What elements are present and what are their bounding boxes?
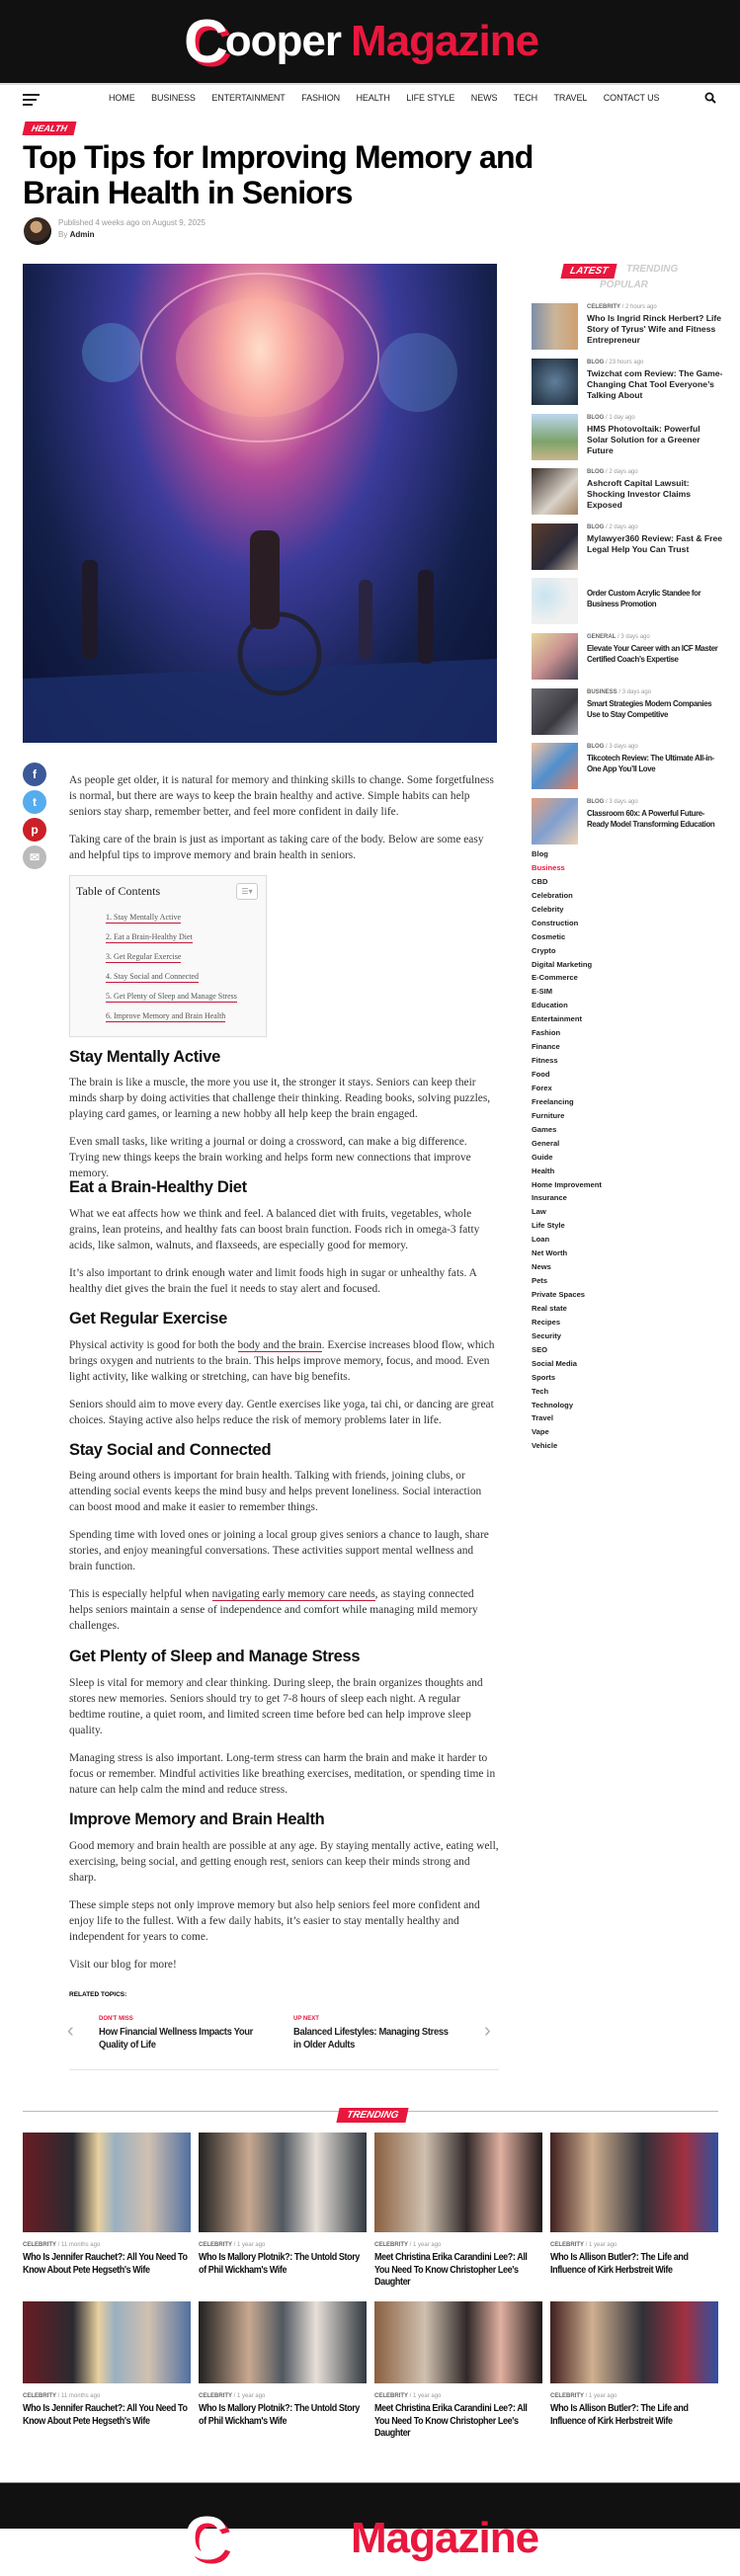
sidebar-post[interactable]	[532, 578, 721, 627]
toc-link[interactable]: 5. Get Plenty of Sleep and Manage Stress	[106, 992, 237, 1001]
sidebar-post[interactable]	[532, 359, 721, 408]
toc-link[interactable]: 2. Eat a Brain-Healthy Diet	[106, 932, 193, 941]
trending-title[interactable]: Who Is Allison Butler?: The Life and Influence of Kirk Herbstreit Wife	[550, 2403, 689, 2427]
trending-title[interactable]: Meet Christina Erika Carandini Lee?: All You Need To Know Christopher Lee's Daughter	[374, 2252, 528, 2288]
facebook-share-icon[interactable]: f	[23, 763, 46, 786]
category-link[interactable]: Law	[532, 1207, 546, 1217]
related-topics-label: RELATED TOPICS:	[69, 1991, 127, 1998]
post-thumbnail[interactable]	[532, 303, 578, 350]
trending-card[interactable]	[374, 2301, 542, 2441]
post-meta: BLOG / 3 days ago	[587, 799, 638, 805]
pinterest-share-icon[interactable]: p	[23, 818, 46, 842]
paragraph: It’s also important to drink enough water and limit foods high in sugar or unhealthy fats. A healthy diet gives the brain the fuel it needs to stay alert and focused.	[69, 1267, 477, 1295]
tab-latest[interactable]: LATEST	[560, 264, 617, 279]
trending-card[interactable]	[23, 2133, 191, 2277]
category-link[interactable]: E-Commerce	[532, 973, 578, 983]
prev-post[interactable]: DON'T MISS How Financial Wellness Impacts Your Quality of Life	[99, 2016, 253, 2051]
post-thumbnail[interactable]	[532, 633, 578, 680]
post-title[interactable]: Order Custom Acrylic Standee for Business Promotion	[587, 588, 701, 609]
post-title[interactable]: Smart Strategies Modern Companies Use to Stay Competitive	[587, 698, 712, 720]
sidebar-post[interactable]	[532, 743, 721, 792]
divider	[69, 2069, 499, 2070]
trending-thumbnail[interactable]	[23, 2301, 191, 2383]
post-meta: CELEBRITY / 2 hours ago	[587, 304, 657, 310]
post-thumbnail[interactable]	[532, 523, 578, 570]
post-thumbnail[interactable]	[532, 578, 578, 624]
section-heading: Stay Mentally Active	[69, 1048, 220, 1066]
footer-logo[interactable]: C ooper Magazine	[184, 2504, 539, 2573]
trending-title[interactable]: Who Is Allison Butler?: The Life and Influence of Kirk Herbstreit Wife	[550, 2252, 689, 2276]
category-list	[532, 847, 602, 1453]
list-toggle-icon[interactable]: ☰▾	[236, 883, 258, 900]
post-thumbnail[interactable]	[532, 359, 578, 405]
trending-thumbnail[interactable]	[550, 2133, 718, 2232]
category-link[interactable]: Home Improvement	[532, 1179, 602, 1189]
table-of-contents	[69, 875, 267, 1037]
nav-item-contact-us[interactable]: CONTACT US	[603, 93, 660, 103]
category-link[interactable]: Furniture	[532, 1110, 565, 1120]
post-meta: BUSINESS / 3 days ago	[587, 689, 652, 695]
category-link[interactable]: Life Style	[532, 1221, 565, 1231]
chevron-left-icon[interactable]: ‹	[67, 2020, 74, 2042]
toc-link[interactable]: 4. Stay Social and Connected	[106, 972, 199, 981]
category-link[interactable]: Vape	[532, 1427, 549, 1437]
paragraph: Being around others is important for brain health. Talking with friends, joining clubs, or attending social events keeps the mind busy and helps prevent loneliness. Social interaction can boost mood and make it easier to remember things.	[69, 1470, 482, 1513]
inline-link[interactable]: navigating early memory care needs	[211, 1588, 375, 1600]
sidebar-post[interactable]	[532, 303, 721, 353]
post-title[interactable]: HMS Photovoltaik: Powerful Solar Solution for a Greener Future	[587, 424, 700, 456]
category-link[interactable]: Celebrity	[532, 904, 564, 914]
category-link[interactable]: Freelancing	[532, 1096, 574, 1106]
post-thumbnail[interactable]	[532, 468, 578, 515]
post-meta: BLOG / 3 days ago	[587, 744, 638, 750]
category-link[interactable]: Blog	[532, 849, 548, 858]
author-link[interactable]: Admin	[69, 230, 95, 239]
section-heading: Improve Memory and Brain Health	[69, 1811, 325, 1828]
category-link[interactable]: Crypto	[532, 945, 556, 955]
category-tag[interactable]: HEALTH	[24, 119, 75, 136]
post-meta: CELEBRITY / 11 months ago	[23, 2242, 101, 2248]
intro-paragraph: Taking care of the brain is just as important as taking care of the body. Below are some easy and helpful tips to improve memory and brain health in seniors.	[69, 834, 484, 861]
trending-card[interactable]	[199, 2301, 367, 2428]
search-icon[interactable]	[704, 92, 716, 104]
paragraph: Physical activity is good for both the body and the brain. Exercise increases blood flow, which brings oxygen and nutrients to the brain. This helps improve memory, focus, and mood. Even light activity, like walking or stretching, can have big benefits.	[69, 1339, 495, 1383]
category-link[interactable]: Fitness	[532, 1056, 558, 1066]
post-thumbnail[interactable]	[532, 798, 578, 845]
category-link[interactable]: SEO	[532, 1344, 548, 1354]
category-link[interactable]: General	[532, 1138, 560, 1148]
toc-link[interactable]: 6. Improve Memory and Brain Health	[106, 1011, 226, 1020]
post-meta: CELEBRITY / 1 year ago	[374, 2242, 442, 2248]
paragraph: Sleep is vital for memory and clear thinking. During sleep, the brain organizes thoughts and stores new memories. Seniors should try to get 7-8 hours of sleep each night. A regular bedtime routine, a quiet room, and limited screen time before bed can help improve sleep quality.	[69, 1677, 483, 1736]
category-link[interactable]: Health	[532, 1166, 555, 1175]
post-title[interactable]: Elevate Your Career with an ICF Master Certified Coach’s Expertise	[587, 643, 718, 665]
sidebar-tabs	[532, 257, 719, 296]
post-title[interactable]: Who Is Ingrid Rinck Herbert? Life Story of Tyrus' Wife and Fitness Entrepreneur	[587, 313, 722, 346]
post-meta: BLOG / 2 days ago	[587, 524, 638, 530]
sidebar-post[interactable]	[532, 414, 721, 463]
trending-thumbnail[interactable]	[199, 2301, 367, 2383]
trending-title[interactable]: Who Is Jennifer Rauchet?: All You Need To Know About Pete Hegseth's Wife	[23, 2403, 188, 2427]
category-link[interactable]: Food	[532, 1070, 550, 1079]
post-thumbnail[interactable]	[532, 414, 578, 460]
post-meta: CELEBRITY / 1 year ago	[199, 2242, 266, 2248]
section-heading: Get Plenty of Sleep and Manage Stress	[69, 1648, 361, 1665]
post-meta: CELEBRITY / 1 year ago	[550, 2242, 617, 2248]
twitter-share-icon[interactable]: t	[23, 790, 46, 814]
post-title[interactable]: Mylawyer360 Review: Fast & Free Legal Help You Can Trust	[587, 533, 723, 555]
site-footer	[0, 2482, 740, 2573]
category-link[interactable]: Fashion	[532, 1028, 561, 1038]
author-byline: By Admin	[58, 230, 95, 239]
toc-link[interactable]: 3. Get Regular Exercise	[106, 952, 182, 961]
section-heading: Eat a Brain-Healthy Diet	[69, 1178, 247, 1196]
tab-popular[interactable]: POPULAR	[600, 280, 648, 290]
paragraph: What we eat affects how we think and feel. A balanced diet with fruits, vegetables, whole grains, lean proteins, and healthy fats can boost brain function. Foods rich in omega-3 fatty acids, like salmon, walnuts, and flaxseeds, are especially good for memory.	[69, 1208, 480, 1251]
category-link[interactable]: Guide	[532, 1152, 553, 1162]
category-link[interactable]: Recipes	[532, 1317, 561, 1327]
hamburger-icon[interactable]	[23, 94, 40, 109]
category-link[interactable]: Loan	[532, 1235, 550, 1245]
post-meta: CELEBRITY / 1 year ago	[199, 2393, 266, 2399]
nav-item-health[interactable]: HEALTH	[356, 93, 390, 103]
category-link[interactable]: Finance	[532, 1042, 560, 1052]
trending-title[interactable]: Who Is Mallory Plotnik?: The Untold Story of Phil Wickham's Wife	[199, 2403, 360, 2427]
section-heading: Stay Social and Connected	[69, 1441, 272, 1459]
post-meta: CELEBRITY / 1 year ago	[550, 2393, 617, 2399]
category-link[interactable]: Education	[532, 1001, 568, 1010]
category-link[interactable]: Security	[532, 1330, 561, 1340]
category-link[interactable]: Pets	[532, 1276, 548, 1286]
category-link[interactable]: Digital Marketing	[532, 959, 593, 969]
category-link[interactable]: Forex	[532, 1083, 552, 1092]
post-title[interactable]: Ashcroft Capital Lawsuit: Shocking Investor Claims Exposed	[587, 478, 692, 511]
category-link[interactable]: Vehicle	[532, 1441, 558, 1451]
site-header	[0, 0, 740, 83]
category-link[interactable]: Real state	[532, 1303, 567, 1313]
hero-image	[23, 264, 497, 743]
trending-title[interactable]: Who Is Mallory Plotnik?: The Untold Story of Phil Wickham's Wife	[199, 2252, 360, 2276]
trending-card[interactable]	[374, 2133, 542, 2290]
category-link[interactable]: Construction	[532, 918, 579, 927]
post-title[interactable]: Classroom 60x: A Powerful Future-Ready Model Transforming Education	[587, 808, 715, 830]
post-meta: CELEBRITY / 1 year ago	[374, 2393, 442, 2399]
post-meta: CELEBRITY / 11 months ago	[23, 2393, 101, 2399]
trending-card[interactable]	[550, 2133, 718, 2277]
trending-thumbnail[interactable]	[374, 2301, 542, 2383]
nav-item-business[interactable]: BUSINESS	[151, 93, 196, 103]
category-link[interactable]: Games	[532, 1124, 557, 1134]
category-link[interactable]: Travel	[532, 1413, 553, 1423]
nav-item-home[interactable]: HOME	[109, 93, 135, 103]
trending-thumbnail[interactable]	[23, 2133, 191, 2232]
category-link[interactable]: Business	[532, 862, 565, 872]
trending-title[interactable]: Who Is Jennifer Rauchet?: All You Need To Know About Pete Hegseth's Wife	[23, 2252, 188, 2276]
category-link[interactable]: Net Worth	[532, 1248, 568, 1258]
paragraph: The brain is like a muscle, the more you use it, the stronger it stays. Seniors can keep their minds sharp by doing activities that challenge their thinking. Reading books, solving puzzles, playing card games, or learning a new hobby all help keep the brain engaged.	[69, 1077, 491, 1120]
nav-item-entertainment[interactable]: ENTERTAINMENT	[211, 93, 286, 103]
category-link[interactable]: Social Media	[532, 1358, 578, 1368]
nav-item-news[interactable]: NEWS	[470, 93, 498, 103]
category-link[interactable]: Cosmetic	[532, 931, 566, 941]
trending-card[interactable]	[199, 2133, 367, 2277]
paragraph: This is especially helpful when navigating early memory care needs, as staying connected helps seniors maintain a sense of independence and comfort while managing mild memory challenges.	[69, 1588, 478, 1632]
post-thumbnail[interactable]	[532, 743, 578, 789]
post-meta: BLOG / 1 day ago	[587, 415, 635, 421]
toc-link[interactable]: 1. Stay Mentally Active	[106, 913, 181, 922]
next-post[interactable]: UP NEXT Balanced Lifestyles: Managing Stress in Older Adults	[293, 2016, 449, 2051]
nav-item-tech[interactable]: TECH	[513, 93, 538, 103]
trending-card[interactable]	[550, 2301, 718, 2428]
main-nav	[0, 83, 740, 113]
post-meta: BLOG / 23 hours ago	[587, 360, 644, 365]
inline-link[interactable]: body and the brain	[237, 1339, 322, 1351]
post-meta: BLOG / 2 days ago	[587, 469, 638, 475]
category-link[interactable]: Sports	[532, 1372, 556, 1382]
paragraph: Good memory and brain health are possible at any age. By staying mentally active, eating well, exercising, being social, and getting enough rest, seniors can keep their minds strong and sharp.	[69, 1840, 499, 1884]
category-link[interactable]: Celebration	[532, 890, 573, 900]
trending-label: TRENDING	[338, 2105, 407, 2123]
post-thumbnail[interactable]	[532, 688, 578, 735]
publish-date: Published 4 weeks ago on August 9, 2025	[58, 218, 206, 227]
trending-title[interactable]: Meet Christina Erika Carandini Lee?: All You Need To Know Christopher Lee's Daughter	[374, 2403, 528, 2439]
sidebar-post[interactable]	[532, 798, 721, 847]
paragraph: Seniors should aim to move every day. Gentle exercises like yoga, tai chi, or dancing are great choices. Staying active also helps reduce the risk of memory problems later in life.	[69, 1399, 494, 1426]
site-logo[interactable]: C ooper Magazine	[184, 7, 539, 76]
article-title: Top Tips for Improving Memory and Brain Health in Seniors	[23, 139, 534, 210]
sidebar-post[interactable]	[532, 523, 721, 573]
category-link[interactable]: E-SIM	[532, 987, 553, 997]
trending-thumbnail[interactable]	[199, 2133, 367, 2232]
paragraph: Visit our blog for more!	[69, 1959, 177, 1971]
email-share-icon[interactable]: ✉	[23, 845, 46, 869]
post-title[interactable]: Twizchat com Review: The Game-Changing Chat Tool Everyone’s Talking About	[587, 368, 723, 401]
nav-item-fashion[interactable]: FASHION	[301, 93, 341, 103]
nav-item-travel[interactable]: TRAVEL	[553, 93, 588, 103]
section-heading: Get Regular Exercise	[69, 1310, 227, 1328]
category-link[interactable]: Private Spaces	[532, 1290, 586, 1299]
category-link[interactable]: News	[532, 1262, 551, 1272]
category-link[interactable]: Entertainment	[532, 1014, 583, 1024]
nav-item-life-style[interactable]: LIFE STYLE	[406, 93, 455, 103]
tab-trending[interactable]: TRENDING	[626, 264, 679, 275]
chevron-right-icon[interactable]: ›	[484, 2020, 491, 2042]
post-meta: GENERAL / 3 days ago	[587, 634, 650, 640]
sidebar-post[interactable]	[532, 633, 721, 683]
post-title[interactable]: Tikcotech Review: The Ultimate All-in-One App You’ll Love	[587, 753, 714, 774]
category-link[interactable]: Insurance	[532, 1193, 567, 1203]
sidebar-post[interactable]	[532, 688, 721, 738]
trending-thumbnail[interactable]	[374, 2133, 542, 2232]
trending-thumbnail[interactable]	[550, 2301, 718, 2383]
category-link[interactable]: Technology	[532, 1400, 574, 1409]
trending-card[interactable]	[23, 2301, 191, 2428]
paragraph: Even small tasks, like writing a journal or doing a crossword, can make a big difference. Trying new things keeps the brain working and helps form new connections that improve memory.	[69, 1136, 471, 1179]
paragraph: Managing stress is also important. Long-term stress can harm the brain and make it harder to focus or remember. Mindful activities like breathing exercises, meditation, or spending time in nature can help calm the mind and reduce stress.	[69, 1752, 496, 1796]
intro-paragraph: As people get older, it is natural for memory and thinking skills to change. Some forgetfulness is normal, but there are ways to keep the brain healthy and active. Simple habits can help seniors stay sharp, remember better, and feel more confident in daily life.	[69, 774, 494, 818]
paragraph: Spending time with loved ones or joining a local group gives seniors a chance to laugh, share stories, and enjoy meaningful conversations. These activities support mental wellness and brain function.	[69, 1529, 489, 1572]
category-link[interactable]: CBD	[532, 876, 548, 886]
author-avatar[interactable]	[24, 217, 51, 245]
category-link[interactable]: Tech	[532, 1386, 549, 1396]
sidebar-post[interactable]	[532, 468, 721, 518]
toc-title: Table of Contents	[76, 884, 161, 898]
paragraph: These simple steps not only improve memory but also help seniors feel more confident and enjoy life to the fullest. With a few daily habits, it’s easier to stay mentally healthy and independent for years to come.	[69, 1899, 480, 1943]
